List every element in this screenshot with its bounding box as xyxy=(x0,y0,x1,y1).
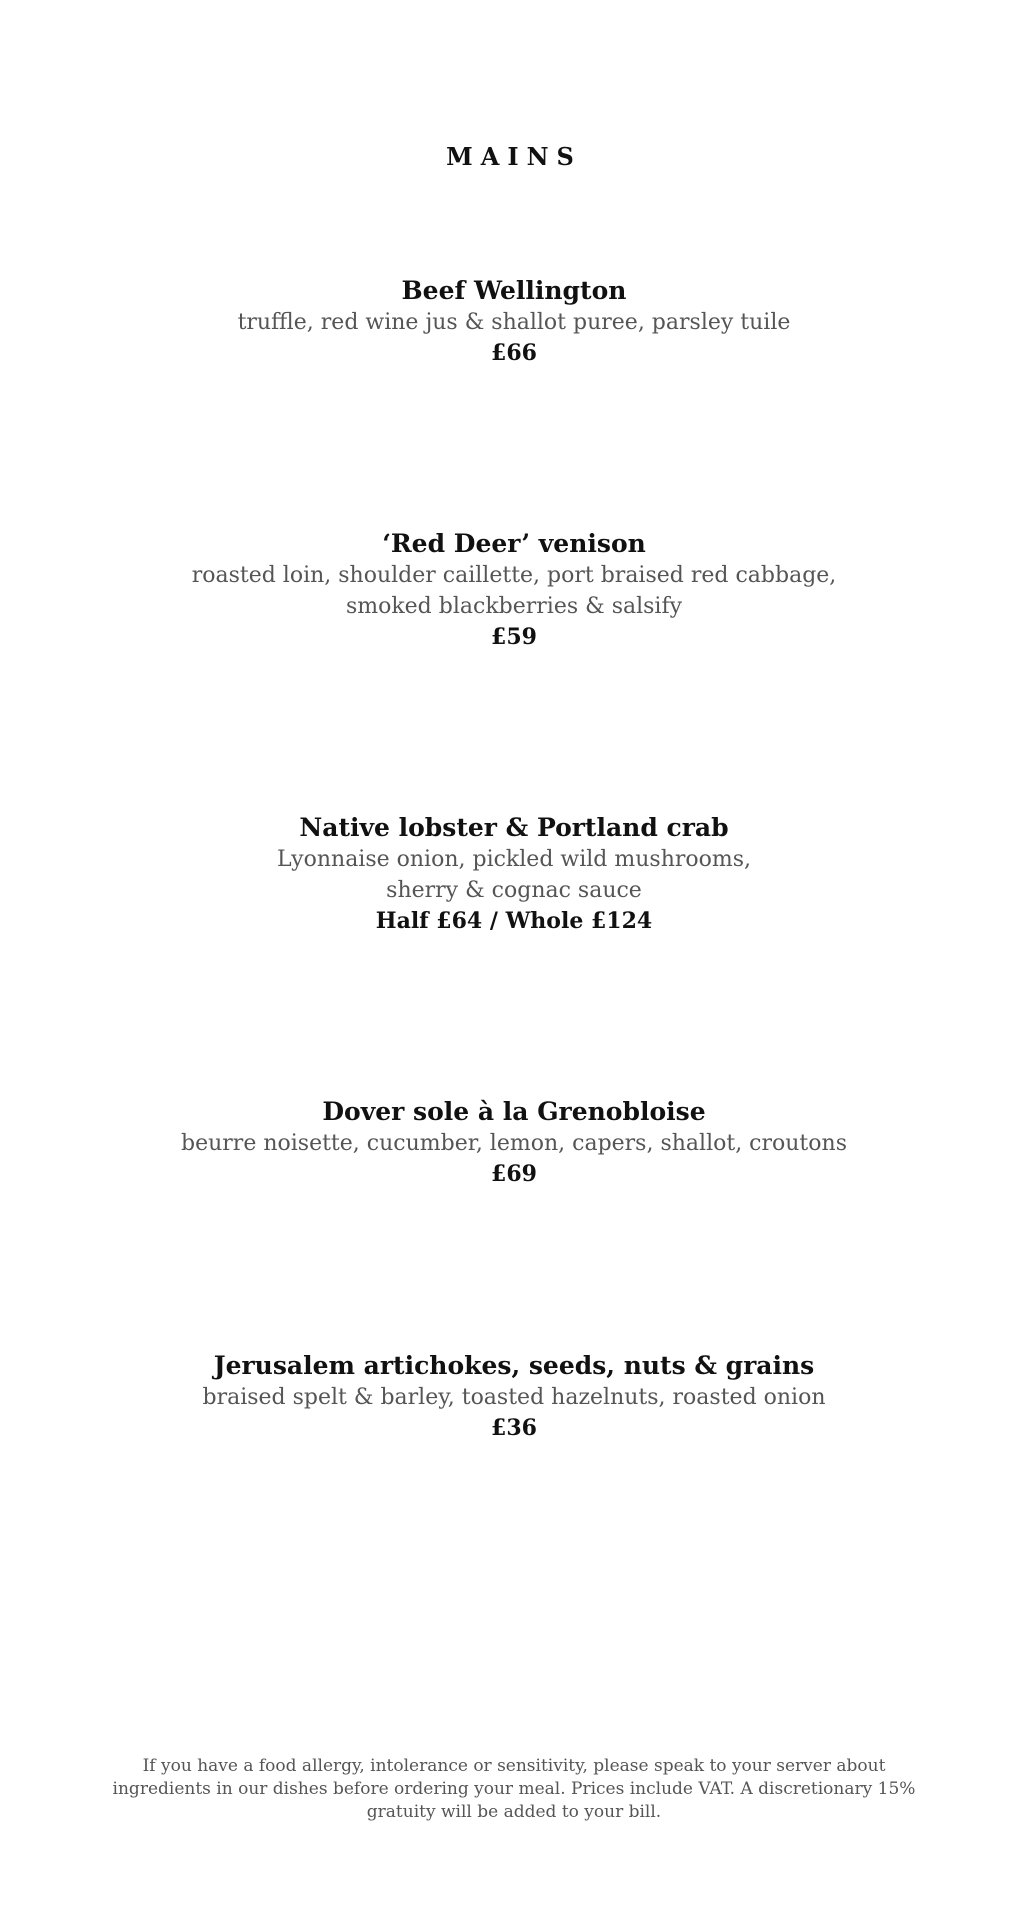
footer-line: If you have a food allergy, intolerance or sensitivity, please speak to your server about xyxy=(142,1756,886,1776)
menu-item xyxy=(0,528,1028,653)
allergy-notice xyxy=(0,1755,1028,1824)
dish-name: Jerusalem artichokes, seeds, nuts & grains xyxy=(213,1351,815,1380)
menu-item xyxy=(0,812,1028,937)
dish-description: Lyonnaise onion, pickled wild mushrooms, xyxy=(276,847,752,872)
menu-item xyxy=(0,275,1028,369)
menu-item xyxy=(0,1096,1028,1190)
dish-description: braised spelt & barley, toasted hazelnuts, roasted onion xyxy=(202,1385,826,1410)
dish-description: smoked blackberries & salsify xyxy=(345,594,683,619)
dish-description: beurre noisette, cucumber, lemon, capers, shallot, croutons xyxy=(181,1131,847,1156)
dish-name: Native lobster & Portland crab xyxy=(299,813,729,842)
dish-name: Dover sole à la Grenobloise xyxy=(322,1097,706,1126)
dish-price: £66 xyxy=(491,340,537,366)
dish-description: sherry & cognac sauce xyxy=(386,878,642,903)
dish-price: £69 xyxy=(491,1161,537,1187)
footer-line: ingredients in our dishes before ordering your meal. Prices include VAT. A discretionary 15% xyxy=(112,1779,916,1799)
dish-description: truffle, red wine jus & shallot puree, parsley tuile xyxy=(237,310,791,335)
dish-price: £36 xyxy=(491,1415,537,1441)
menu-item xyxy=(0,1350,1028,1444)
dish-description: roasted loin, shoulder caillette, port braised red cabbage, xyxy=(191,563,837,588)
dish-name: Beef Wellington xyxy=(401,276,627,305)
dish-name: ‘Red Deer’ venison xyxy=(382,529,646,558)
dish-price: Half £64 / Whole £124 xyxy=(375,908,653,934)
section-title: MAINS xyxy=(446,142,582,171)
footer-line: gratuity will be added to your bill. xyxy=(366,1802,662,1822)
dish-price: £59 xyxy=(491,624,537,650)
